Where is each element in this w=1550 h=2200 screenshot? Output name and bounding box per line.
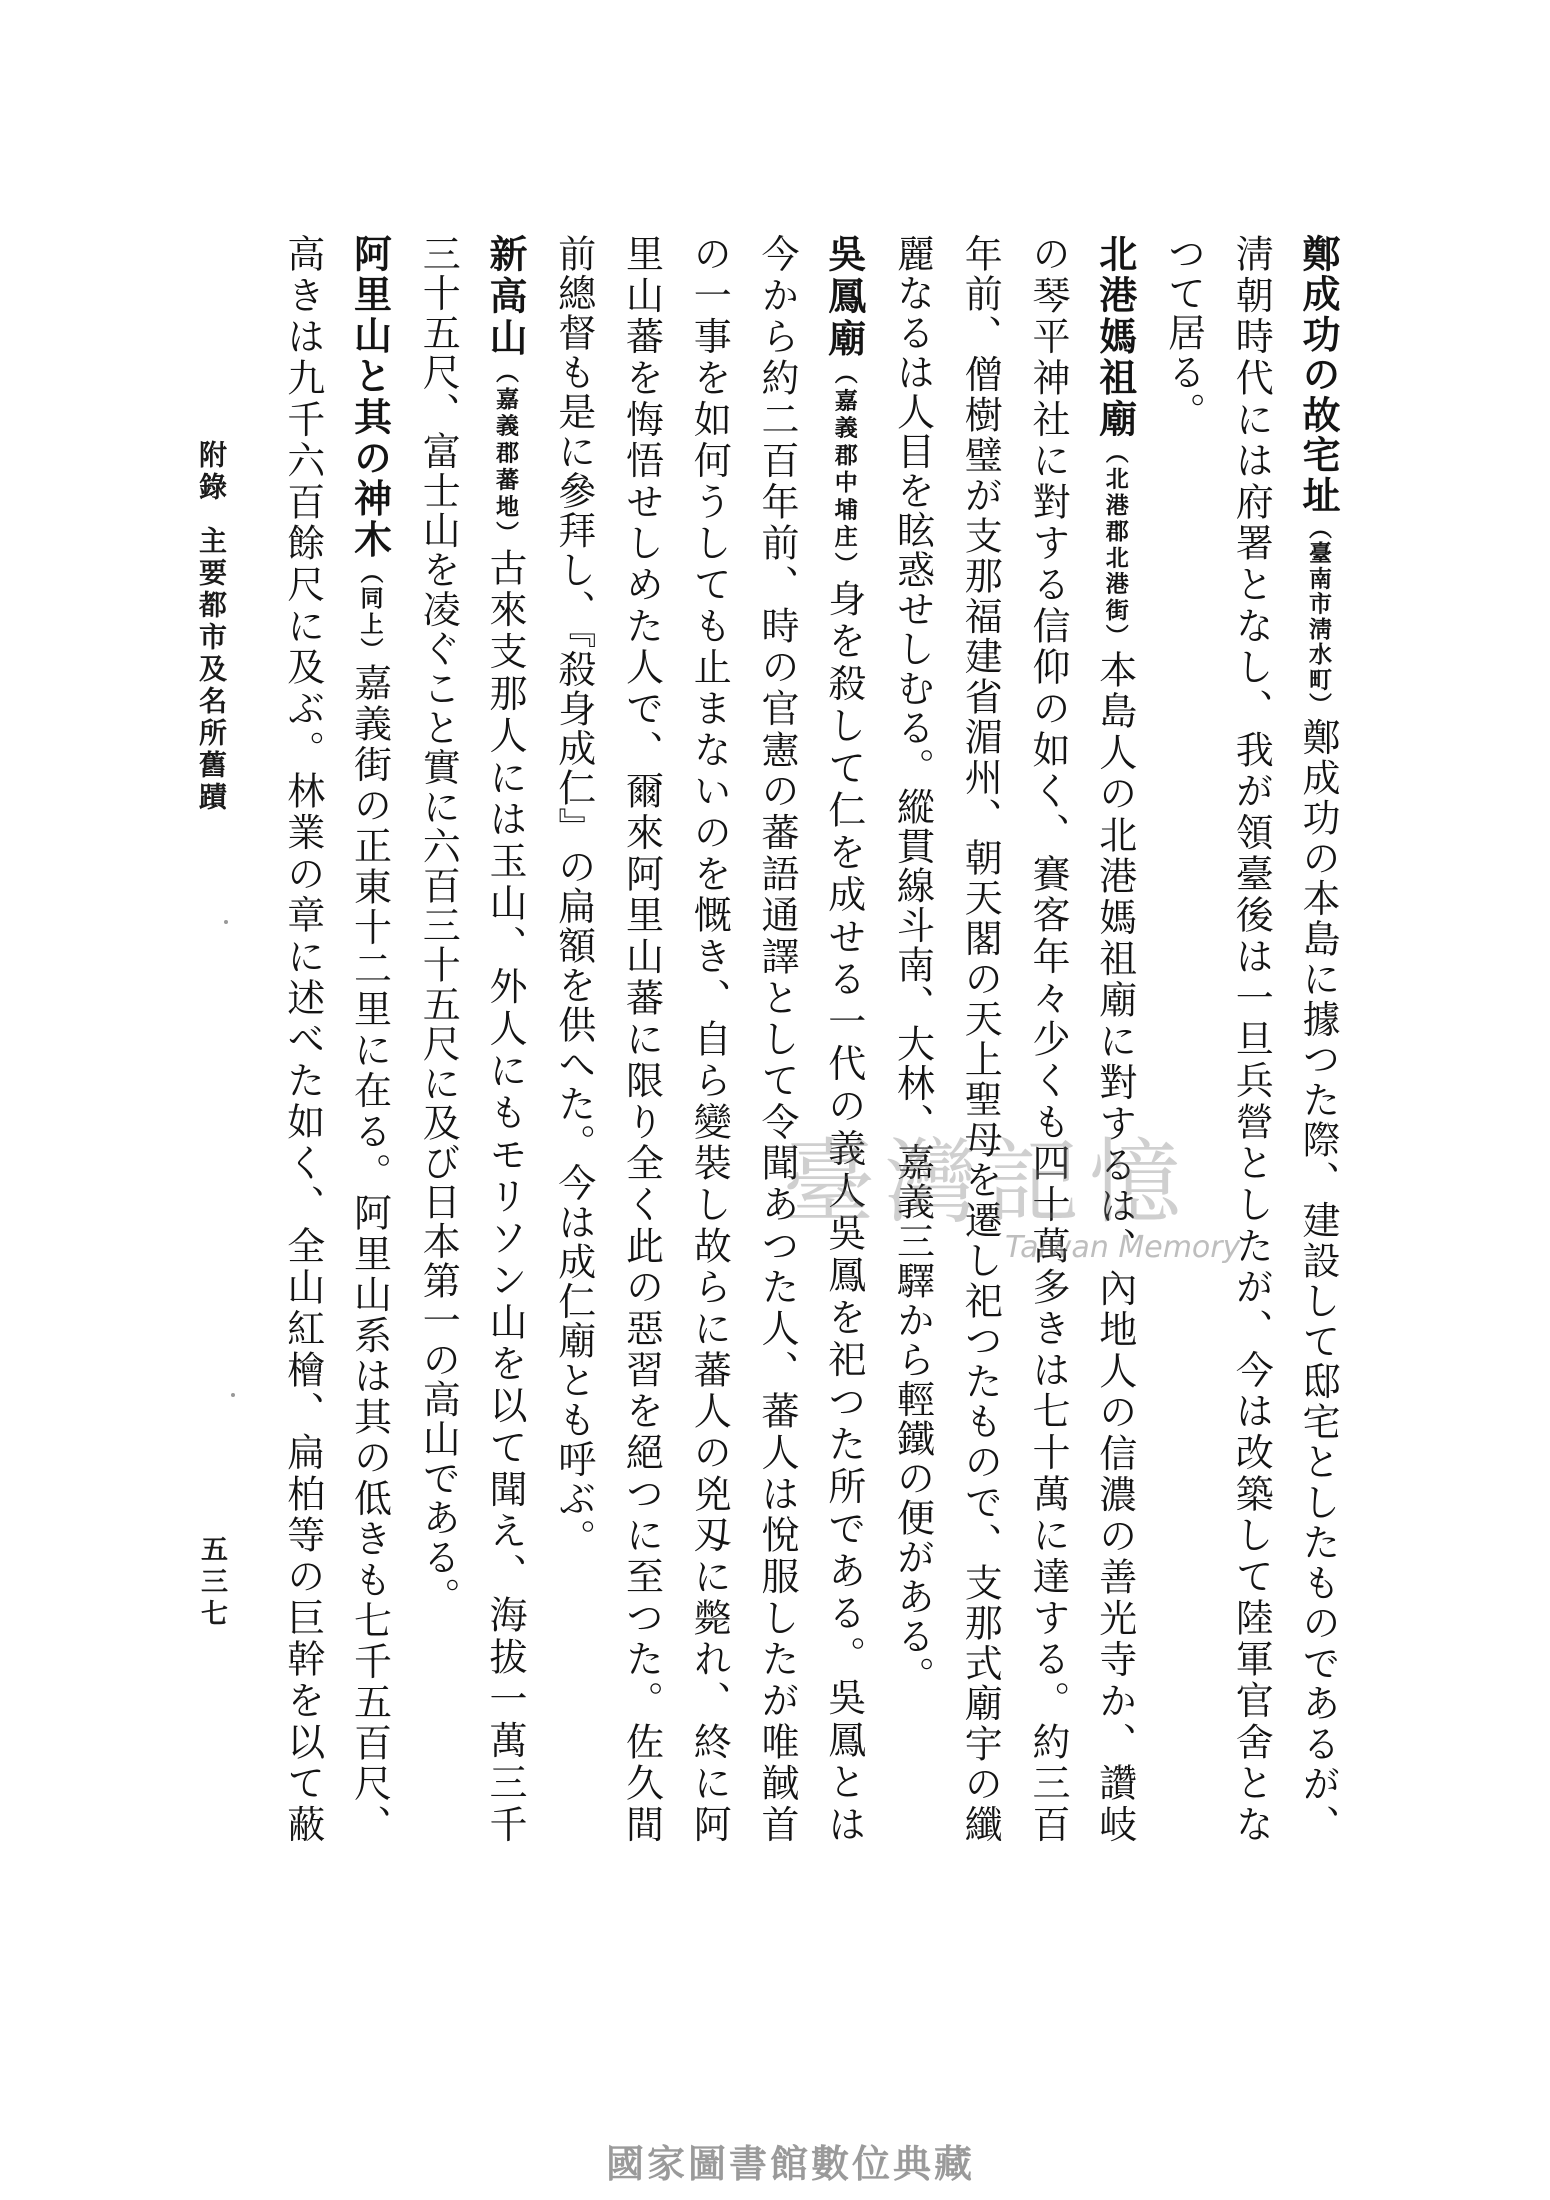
- text-column: [539, 234, 607, 1844]
- text-block: [268, 234, 1352, 1844]
- entry-text: 今から約二百年前、時の官憲の蕃語通譯として令聞あつた人、蕃人は悅服したが唯馘首: [755, 234, 799, 1844]
- entry-title: 北港媽祖廟: [1092, 234, 1138, 441]
- text-column: [675, 234, 743, 1844]
- entry-text: 年前、僧樹璧が支那福建省湄州、朝天閣の天上聖母を遷し祀つたもので、支那式廟宇の纖: [958, 234, 1003, 1844]
- entry-text: の一事を如何うしても止まないのを慨き、自ら變裝し故らに蕃人の兇刄に斃れ、終に阿: [687, 234, 732, 1844]
- scan-speck: [231, 1393, 235, 1397]
- text-column: [1081, 234, 1149, 1844]
- entry-text: 古來支那人には玉山、外人にもモリソン山を以て聞え、海拔一萬三千: [483, 547, 527, 1845]
- entry-title: 阿里山と其の神木: [347, 234, 393, 561]
- running-head-section: 附錄: [195, 440, 228, 504]
- text-column: [810, 234, 878, 1844]
- text-column: [742, 234, 810, 1844]
- entry-title: 吳鳳廟: [821, 234, 867, 361]
- entry-text: 鄭成功の本島に據つた際、建設して邸宅としたものであるが、: [1296, 717, 1340, 1844]
- running-head-title: 主要都市及名所舊蹟: [195, 526, 228, 814]
- entry-text: 前總督も是に參拜し、『殺身成仁』の扁額を供へた。今は成仁廟とも呼ぶ。: [551, 234, 596, 1558]
- entry-title: 新高山: [483, 234, 528, 360]
- entry-text: 高きは九千六百餘尺に及ぶ。林業の章に述べた如く、全山紅檜、扁柏等の巨幹を以て蔽: [280, 234, 325, 1844]
- text-column: [1149, 234, 1217, 1844]
- text-column: [607, 234, 675, 1844]
- entry-location: （同上）: [356, 560, 384, 664]
- digitization-footer: 國家圖書館數位典藏: [606, 2142, 976, 2186]
- entry-text: 三十五尺、富士山を凌ぐこと實に六百三十五尺に及び日本第一の高山である。: [416, 234, 461, 1617]
- text-column: [1013, 234, 1081, 1844]
- entry-text: 本島人の北港媽祖廟に對するは、內地人の信濃の善光寺か、讚岐: [1092, 650, 1137, 1845]
- entry-text: つて居る。: [1161, 234, 1206, 432]
- text-column: [1284, 234, 1352, 1844]
- entry-location: （北港郡北港街）: [1101, 440, 1129, 651]
- running-head: [189, 440, 233, 870]
- page-number: 五三七: [196, 1535, 227, 1631]
- entry-title: 鄭成功の故宅址: [1296, 234, 1341, 516]
- scan-speck: [224, 920, 228, 924]
- text-column: [336, 234, 404, 1844]
- text-column: [404, 234, 472, 1844]
- entry-text: 身を殺して仁を成せる一代の義人吳鳳を祀つた所である。吳鳳とは: [821, 578, 866, 1845]
- text-column: [878, 234, 946, 1844]
- text-column: [946, 234, 1014, 1844]
- entry-text: 里山蕃を悔悟せしめた人で、爾來阿里山蕃に限り全く此の惡習を絕つに至つた。佐久間: [619, 234, 664, 1844]
- text-column: [471, 234, 539, 1844]
- entry-text: 嘉義街の正東十二里に在る。阿里山系は其の低きも七千五百尺、: [347, 663, 392, 1845]
- text-column: [1217, 234, 1285, 1844]
- entry-text: の琴平神社に對する信仰の如く、賽客年々少くも四十萬多きは七十萬に達する。約三百: [1026, 234, 1070, 1844]
- text-column: [268, 234, 336, 1844]
- entry-text: 麗なるは人目を眩惑せしむる。縱貫線斗南、大林、嘉義三驛から輕鐵の便がある。: [890, 234, 935, 1696]
- entry-location: （臺南市淸水町）: [1305, 515, 1332, 718]
- entry-location: （嘉義郡中埔庄）: [830, 360, 858, 579]
- watermark-subtitle: Taiwan Memory: [1005, 1230, 1241, 1265]
- entry-text: 淸朝時代には府署となし、我が領臺後は一旦兵營としたが、今は改築して陸軍官舍とな: [1229, 234, 1274, 1845]
- watermark-logo: 臺灣記憶: [783, 1129, 1192, 1236]
- entry-location: （嘉義郡蕃地）: [492, 359, 519, 548]
